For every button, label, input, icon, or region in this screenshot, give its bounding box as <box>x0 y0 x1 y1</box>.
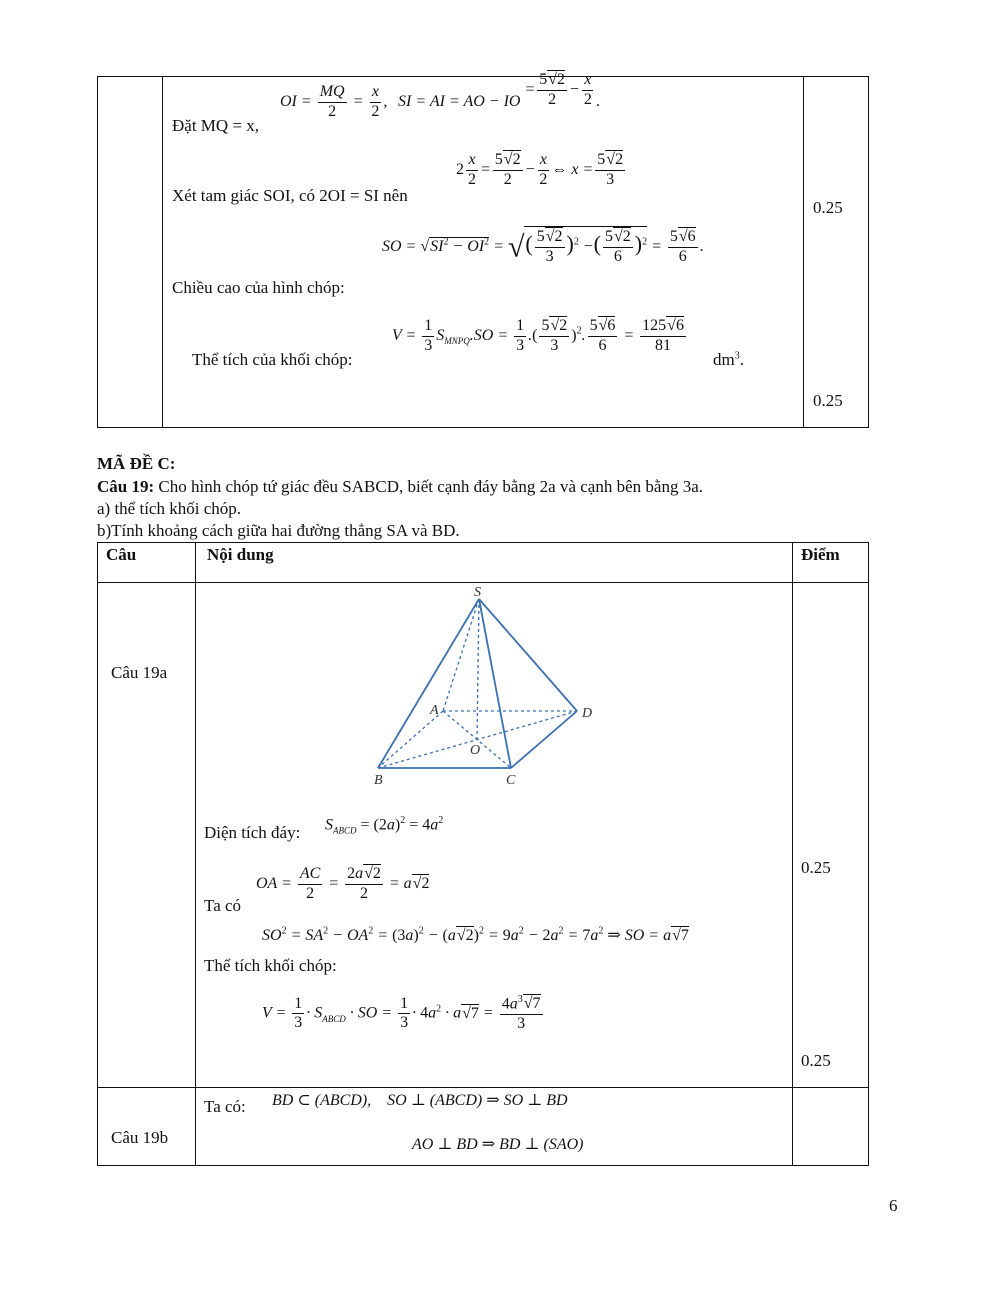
row-19b-line1: BD ⊂ (ABCD), SO ⊥ (ABCD) ⇒ SO ⊥ BD <box>272 1092 568 1109</box>
oa-formula: OA = $\frac{AC}{2}$ = $\frac{2a√2}{2}$ = a√2 <box>256 865 430 902</box>
top-row3-formula: SO = $√SI^2 - OI^2$ = √( $\frac{5√2}{3}$ )$^2$ −( $\frac{5√2}{6}$ )$^2$ = $\frac{5√6}{6}$ . <box>382 228 704 265</box>
edge-SD <box>479 599 577 711</box>
label-C: C <box>506 773 516 788</box>
top-row1-formula-b: SI = AI = AO − IO = $\frac{5√2}{2}$ − $\frac{x}{2}$ . <box>398 71 600 110</box>
top-table-col-divider-1 <box>162 76 163 428</box>
section-title: MÃ ĐỀ C: <box>97 454 176 473</box>
row-19b-line2: AO ⊥ BD ⇒ BD ⊥ (SAO) <box>412 1136 584 1153</box>
pyramid-figure <box>360 584 610 794</box>
label-D: D <box>582 706 593 721</box>
top-row2-formula: 2 $\frac{x}{2}$ = $\frac{5√2}{2}$ − $\frac{x}{2}$ ⇔ x = $\frac{5√2}{3}$ <box>456 151 624 188</box>
top-score-1: 0.25 <box>813 198 843 217</box>
question-19 <box>97 477 703 497</box>
answer-table-header-divider <box>97 582 869 583</box>
top-row2-label: Xét tam giác SOI, có 2OI = SI nên <box>172 186 408 205</box>
edge-SA <box>443 599 479 711</box>
top-row4-unit: $dm^3$. <box>713 350 744 369</box>
top-row1-label: Đặt MQ = x, <box>172 116 260 135</box>
taco-label-b: Ta có: <box>204 1097 246 1116</box>
header-cau: Câu <box>106 545 137 564</box>
area-formula: $S_{ABCD} = (2a)^2 = 4a^2$ <box>325 815 444 836</box>
answer-table-row-divider <box>97 1087 869 1088</box>
edge-AB <box>378 711 443 768</box>
header-diem: Điểm <box>801 545 840 564</box>
label-S: S <box>474 585 481 600</box>
height-SO <box>477 599 479 739</box>
edge-SB <box>378 599 479 768</box>
area-label: Diện tích đáy: <box>204 823 301 842</box>
top-row3-label: Chiều cao của hình chóp: <box>172 278 345 297</box>
top-row4-formula: V = $\frac{1}{3}$ $S_{MNPQ}.SO$ = $\frac{1}{3}$ .( $\frac{5√2}{3}$ )$^2$. $\frac{5√6}{6}$ = $\frac{125√6}{81}$ <box>392 317 684 354</box>
label-A: A <box>430 703 439 718</box>
row-19b-label: Câu 19b <box>111 1128 169 1147</box>
volume-label: Thể tích khối chóp: <box>204 956 337 975</box>
volume-formula: V = $\frac{1}{3}$ · $S_{ABCD}$ · SO = $\frac{1}{3}$ · $4a^2 \cdot a√7$ = $\frac{4a^3√7}{3}$ <box>262 994 541 1033</box>
part-b: b)Tính khoảng cách giữa hai đường thẳng SA và BD. <box>97 521 460 540</box>
top-row4-label: Thể tích của khối chóp: <box>192 350 353 369</box>
answer-table-col-divider-1 <box>195 542 196 1166</box>
page-number: 6 <box>889 1196 898 1215</box>
header-noidung: Nội dung <box>207 545 274 564</box>
taco-label-a: Ta có <box>204 896 242 915</box>
so-formula: $SO^2 = SA^2 - OA^2 = (3a)^2 - (a√2)^2 = 9a^2 - 2a^2 = 7a^2$ ⇒ SO = a√7 <box>262 925 689 944</box>
edge-CD <box>511 711 577 768</box>
answer-table-col-divider-2 <box>792 542 793 1166</box>
top-row1-formula-a: OI = $\frac{MQ}{2}$ = $\frac{x}{2}$ , <box>280 83 388 120</box>
row-19a-score-1: 0.25 <box>801 858 831 877</box>
row-19a-score-2: 0.25 <box>801 1051 831 1070</box>
part-a: a) thể tích khối chóp. <box>97 499 241 518</box>
top-table-col-divider-2 <box>803 76 804 428</box>
row-19a-label: Câu 19a <box>111 663 168 682</box>
question-text: Cho hình chóp tứ giác đều SABCD, biết cạnh đáy bằng 2a và cạnh bên bằng 3a. <box>158 477 703 496</box>
label-B: B <box>374 773 383 788</box>
label-O: O <box>470 743 481 758</box>
top-score-2: 0.25 <box>813 391 843 410</box>
question-label: Câu 19: <box>97 477 155 496</box>
edge-SC <box>479 599 511 768</box>
